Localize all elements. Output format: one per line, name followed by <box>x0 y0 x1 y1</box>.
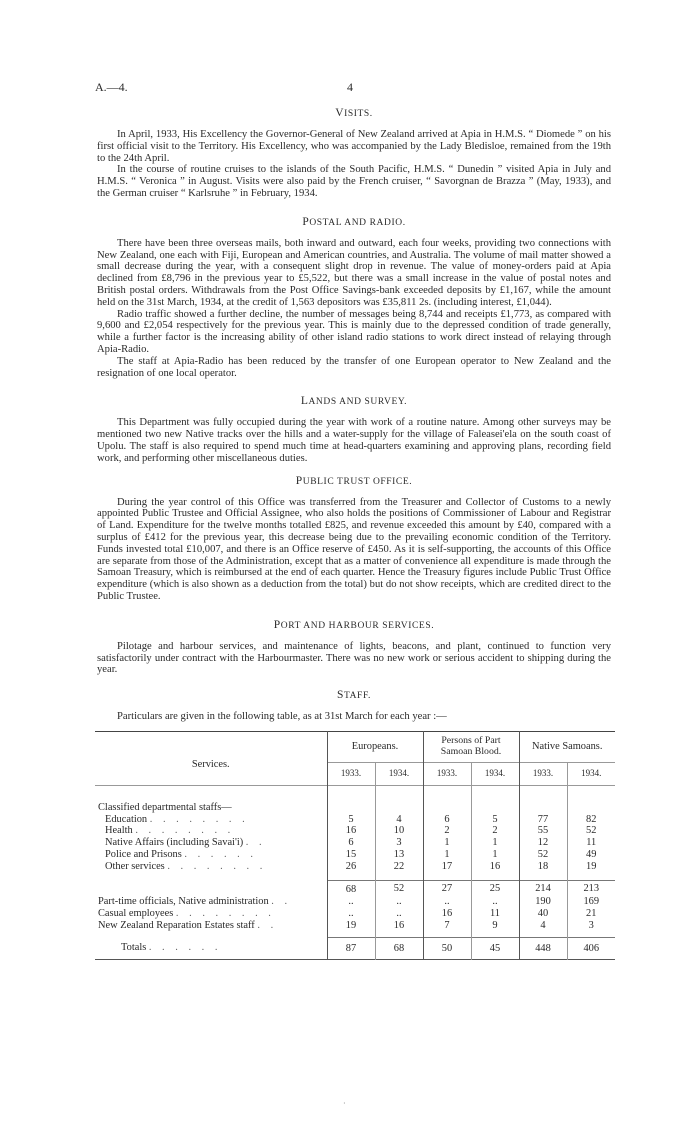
paragraph: During the year control of this Office was transferred from the Treasurer and Collector of Customs to a newly appointed Public Trustee and Official Assignee, who also holds the positions of Commissioner of Labour and Registrar of Land. Expenditure for the twelve months totalled £825, and revenue exceeded this amount by £40, compared with a surplus of £412 for the previous year, this decrease being due to the prevailing economic condition of the Territory. Funds invested total £10,007, and there is an Office reserve of £450. As it is self-supporting, the accounts of this Office are separate from those of the Administration, except that as a matter of convenience all expenditure is made through the Samoan Treasury, which is reimbursed at the end of each quarter. Hence the Treasury figures include Public Trust Office expenditure (which is also shown as a deduction from the total) but do not show receipts, which are credited direct to the Public Trustee. <box>97 496 611 602</box>
cell: 9 <box>471 920 519 932</box>
cell: 26 <box>327 861 375 873</box>
table-intro: Particulars are given in the following table, as at 31st March for each year :— <box>117 711 447 723</box>
cell: .. <box>327 896 375 908</box>
cell: 55 <box>519 825 567 837</box>
cell: 68 <box>327 881 375 896</box>
cell: 50 <box>423 937 471 960</box>
row-label: Police and Prisons <box>105 849 182 861</box>
paragraph: The staff at Apia-Radio has been reduced by the transfer of one European operator to New Zealand and the resignation of one local operator. <box>97 355 611 379</box>
cell: .. <box>423 896 471 908</box>
cell: 11 <box>471 908 519 920</box>
cell: 2 <box>471 825 519 837</box>
year-header: 1934. <box>375 762 423 785</box>
native-samoans-header: Native Samoans. <box>519 731 615 762</box>
paragraph: This Department was fully occupied during the year with work of a routine nature. Among other surveys may be mentioned two new Native tracks over the hills and a water-supply for the village of Faleasei'ela on the south coast of Upolu. The staff is also required to spend much time at head-quarters examining and approving plans, recording field work, and performing other miscellaneous duties. <box>97 417 611 464</box>
section-heading-visits: VISITS. <box>335 107 373 119</box>
footer-mark: · <box>343 1099 346 1108</box>
page-content <box>97 107 611 960</box>
table-row-label: Classified departmental staffs— <box>98 801 232 813</box>
table-row: Police and Prisons . . . . . . 15 13 1 1 52 49 <box>95 849 615 861</box>
cell: .. <box>375 896 423 908</box>
cell: 18 <box>519 861 567 873</box>
row-label: New Zealand Reparation Estates staff <box>98 919 255 931</box>
cell: 16 <box>471 861 519 873</box>
table-row: New Zealand Reparation Estates staff . . 19 16 7 9 4 3 <box>95 920 615 932</box>
cell: 87 <box>327 937 375 960</box>
table-row: Part-time officials, Native administration . . .. .. .. .. 190 169 <box>95 896 615 908</box>
cell: 4 <box>375 814 423 826</box>
cell: 7 <box>423 920 471 932</box>
cell: 77 <box>519 814 567 826</box>
row-label: Native Affairs (including Savai'i) <box>105 837 244 849</box>
table-row: Native Affairs (including Savai'i) . . 6 3 1 1 12 11 <box>95 837 615 849</box>
cell: 6 <box>423 814 471 826</box>
cell: 11 <box>567 837 615 849</box>
cell: 22 <box>375 861 423 873</box>
subtotal-row <box>95 881 615 896</box>
cell: 52 <box>567 825 615 837</box>
cell: 25 <box>471 881 519 896</box>
paragraph: Radio traffic showed a further decline, the number of messages being 8,744 and receipts £1,773, as compared with 9,600 and £2,054 respectively for the previous year. This is mainly due to the depressed condition of trade generally, while a further factor is the increasing ability of other island radio stations to work direct instead of relaying through Apia-Radio. <box>97 308 611 355</box>
cell: 27 <box>423 881 471 896</box>
row-label: Casual employees <box>98 907 174 919</box>
cell: 82 <box>567 814 615 826</box>
cell: 40 <box>519 908 567 920</box>
table-row <box>95 825 615 837</box>
row-label: Health <box>105 825 133 837</box>
cell: 19 <box>567 861 615 873</box>
cell: 16 <box>375 920 423 932</box>
table-row: Other services . . . . . . . . 26 22 17 16 18 19 <box>95 861 615 873</box>
cell: 5 <box>471 814 519 826</box>
row-label: Other services <box>105 860 165 872</box>
cell: 213 <box>567 881 615 896</box>
services-column-header: Services. <box>191 759 230 771</box>
row-label: Education <box>105 813 148 825</box>
paragraph: There have been three overseas mails, both inward and outward, each four weeks, providing two connections with New Zealand, one each with Fiji, European and American countries, and Australia. The volume of mail matter showed a small decrease during the year, with a consequent slight drop in revenue. The value of money-orders paid at Apia declined from £8,796 in the previous year to £5,522, but there was a small increase in the value of postal notes and British postal orders. Withdrawals from the Post Office Savings-bank exceeded deposits by £1,167, while the amount held on the 31st March, 1934, at the credit of 1,563 depositors was £35,811 2s. (including interest, £1,044). <box>97 237 611 308</box>
cell: 17 <box>423 861 471 873</box>
cell: 1 <box>471 849 519 861</box>
cell: .. <box>327 908 375 920</box>
cell: 4 <box>519 920 567 932</box>
paragraph: In April, 1933, His Excellency the Governor-General of New Zealand arrived at Apia in H.M.S. “ Diomede ” on his first official visit to the Territory. His Excellency, who was accompanied by the Lady Bledisloe, remained from the 19th to the 24th April. <box>97 129 611 164</box>
cell: 52 <box>519 849 567 861</box>
cell: 1 <box>471 837 519 849</box>
year-header: 1934. <box>567 762 615 785</box>
page-number: 4 <box>347 80 353 94</box>
year-header: 1933. <box>327 762 375 785</box>
cell: 190 <box>519 896 567 908</box>
cell: 15 <box>327 849 375 861</box>
cell: 19 <box>327 920 375 932</box>
totals-row: Totals . . . . . . 87 68 50 45 448 406 <box>95 937 615 960</box>
cell: 45 <box>471 937 519 960</box>
section-heading-port-harbour: PORT AND HARBOUR SERVICES. <box>273 618 435 631</box>
cell: .. <box>471 896 519 908</box>
cell: 49 <box>567 849 615 861</box>
section-heading-public-trust: PUBLIC TRUST OFFICE. <box>295 474 413 487</box>
cell: 2 <box>423 825 471 837</box>
cell: 6 <box>327 837 375 849</box>
europeans-header: Europeans. <box>327 731 423 762</box>
totals-label: Totals <box>121 942 147 954</box>
cell: 169 <box>567 896 615 908</box>
year-header: 1934. <box>471 762 519 785</box>
document-reference: A.—4. <box>95 80 128 94</box>
cell: 448 <box>519 937 567 960</box>
cell: .. <box>375 908 423 920</box>
year-header: 1933. <box>519 762 567 785</box>
cell: 12 <box>519 837 567 849</box>
row-label: Part-time officials, Native administration <box>98 895 269 907</box>
cell: 21 <box>567 908 615 920</box>
table-row: Casual employees . . . . . . . . .. .. 16 11 40 21 <box>95 908 615 920</box>
paragraph: In the course of routine cruises to the islands of the South Pacific, H.M.S. “ Dunedin ” visited Apia in July and H.M.S. “ Veronica ” in August. Visits were also paid by the French cruiser, “ Savorgnan de Brazza ” (May, 1933), and the German cruiser “ Karlsruhe ” in February, 1934. <box>97 164 611 199</box>
leader-dots: . . . . . . . . <box>149 813 249 825</box>
section-heading-postal-radio: POSTAL AND RADIO. <box>302 215 406 228</box>
cell: 3 <box>375 837 423 849</box>
cell: 10 <box>375 825 423 837</box>
cell: 1 <box>423 837 471 849</box>
cell: 406 <box>567 937 615 960</box>
cell: 16 <box>327 825 375 837</box>
cell: 3 <box>567 920 615 932</box>
section-heading-lands-survey: LANDS AND SURVEY. <box>300 395 408 408</box>
cell: 1 <box>423 849 471 861</box>
leader-dots: . . . . . . . . <box>135 825 235 837</box>
table-row <box>95 814 615 826</box>
part-samoan-header: Persons of Part Samoan Blood. <box>423 731 519 762</box>
paragraph: Pilotage and harbour services, and maintenance of lights, beacons, and plant, continued to function very satisfactorily under contract with the Harbourmaster. There was no new work or serious accident to shipping during the year. <box>97 640 611 676</box>
cell: 52 <box>375 881 423 896</box>
cell: 16 <box>423 908 471 920</box>
cell: 68 <box>375 937 423 960</box>
section-heading-staff: STAFF. <box>336 689 372 702</box>
year-header: 1933. <box>423 762 471 785</box>
cell: 13 <box>375 849 423 861</box>
staff-table <box>95 731 615 960</box>
cell: 5 <box>327 814 375 826</box>
cell: 214 <box>519 881 567 896</box>
